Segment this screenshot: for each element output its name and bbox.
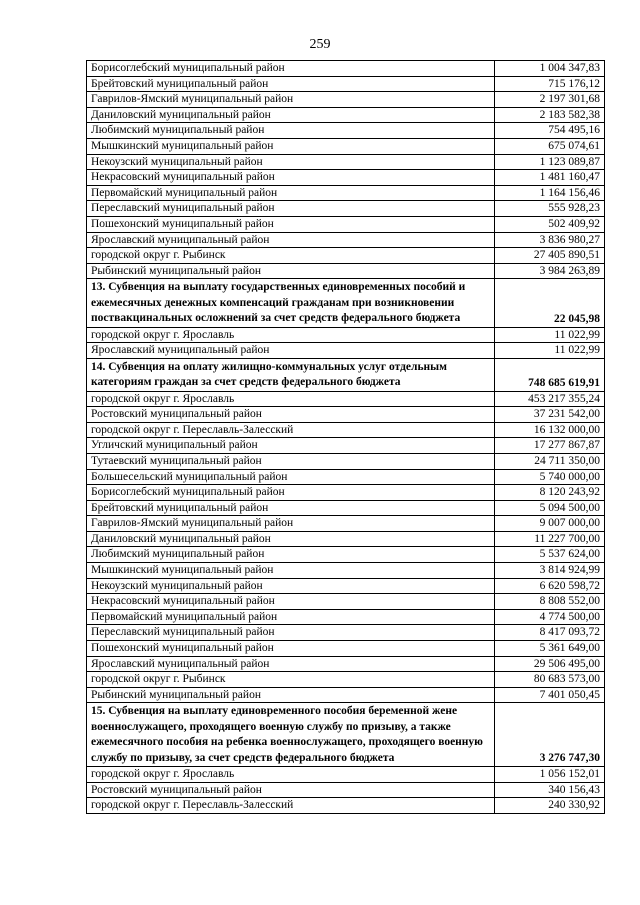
amount-value: 5 094 500,00 — [495, 500, 605, 516]
municipality-name: Некоузский муниципальный район — [87, 578, 495, 594]
table-row — [87, 516, 605, 532]
section-total-amount: 748 685 619,91 — [495, 358, 605, 391]
municipality-name: Борисоглебский муниципальный район — [87, 485, 495, 501]
municipality-name: Тутаевский муниципальный район — [87, 453, 495, 469]
table-row — [87, 327, 605, 343]
table-row — [87, 531, 605, 547]
section-title: 13. Субвенция на выплату государственных единовременных пособий и ежемесячных денежных компенсаций гражданам при возникновении поствакцинальных осложнений за счет средств федерального бюджета — [87, 279, 495, 327]
table-row — [87, 92, 605, 108]
amount-value: 37 231 542,00 — [495, 407, 605, 423]
section-total-amount: 22 045,98 — [495, 279, 605, 327]
section-title: 15. Субвенция на выплату единовременного пособия беременной жене военнослужащего, проходящего военную службу по призыву, а также ежемесячного пособия на ребенка военнослужащего, проходящего военную службу по призыву, за счет средств федерального бюджета — [87, 703, 495, 767]
municipality-name: Ярославский муниципальный район — [87, 232, 495, 248]
municipality-name: Гаврилов-Ямский муниципальный район — [87, 92, 495, 108]
table-row — [87, 185, 605, 201]
municipality-name: Даниловский муниципальный район — [87, 531, 495, 547]
amount-value: 1 056 152,01 — [495, 767, 605, 783]
amount-value: 8 808 552,00 — [495, 594, 605, 610]
table-row — [87, 263, 605, 279]
table-row — [87, 138, 605, 154]
table-row — [87, 391, 605, 407]
municipality-name: Ярославский муниципальный район — [87, 343, 495, 359]
table-row — [87, 154, 605, 170]
table-row — [87, 609, 605, 625]
table-row — [87, 170, 605, 186]
amount-value: 80 683 573,00 — [495, 672, 605, 688]
municipality-name: Борисоглебский муниципальный район — [87, 61, 495, 77]
table-row — [87, 563, 605, 579]
section-title: 14. Субвенция на оплату жилищно-коммунальных услуг отдельным категориям граждан за счет средств федерального бюджета — [87, 358, 495, 391]
amount-value: 4 774 500,00 — [495, 609, 605, 625]
municipality-name: городской округ г. Ярославль — [87, 767, 495, 783]
table-row — [87, 656, 605, 672]
municipality-name: Первомайский муниципальный район — [87, 185, 495, 201]
municipality-name: Любимский муниципальный район — [87, 547, 495, 563]
amount-value: 17 277 867,87 — [495, 438, 605, 454]
amount-value: 340 156,43 — [495, 782, 605, 798]
table-row — [87, 641, 605, 657]
amount-value: 7 401 050,45 — [495, 687, 605, 703]
table-row — [87, 594, 605, 610]
table-row — [87, 469, 605, 485]
page-number: 259 — [309, 37, 331, 52]
table-row — [87, 782, 605, 798]
table-row — [87, 422, 605, 438]
amount-value: 1 004 347,83 — [495, 61, 605, 77]
municipality-name: Угличский муниципальный район — [87, 438, 495, 454]
municipality-name: Гаврилов-Ямский муниципальный район — [87, 516, 495, 532]
amount-value: 240 330,92 — [495, 798, 605, 814]
table-row — [87, 578, 605, 594]
table-row — [87, 687, 605, 703]
amount-value: 5 537 624,00 — [495, 547, 605, 563]
section-header-row — [87, 703, 605, 767]
municipality-name: Брейтовский муниципальный район — [87, 500, 495, 516]
municipality-name: Рыбинский муниципальный район — [87, 263, 495, 279]
subvention-table — [86, 60, 605, 814]
amount-value: 675 074,61 — [495, 138, 605, 154]
municipality-name: Ярославский муниципальный район — [87, 656, 495, 672]
amount-value: 3 984 263,89 — [495, 263, 605, 279]
amount-value: 502 409,92 — [495, 216, 605, 232]
amount-value: 24 711 350,00 — [495, 453, 605, 469]
table-row — [87, 438, 605, 454]
municipality-name: Мышкинский муниципальный район — [87, 138, 495, 154]
municipality-name: городской округ г. Переславль-Залесский — [87, 422, 495, 438]
amount-value: 11 022,99 — [495, 327, 605, 343]
municipality-name: городской округ г. Ярославль — [87, 327, 495, 343]
municipality-name: Первомайский муниципальный район — [87, 609, 495, 625]
municipality-name: Большесельский муниципальный район — [87, 469, 495, 485]
table-row — [87, 123, 605, 139]
table-row — [87, 407, 605, 423]
amount-value: 1 164 156,46 — [495, 185, 605, 201]
amount-value: 715 176,12 — [495, 76, 605, 92]
municipality-name: городской округ г. Ярославль — [87, 391, 495, 407]
table-row — [87, 500, 605, 516]
table-body — [87, 61, 605, 814]
table-row — [87, 343, 605, 359]
amount-value: 27 405 890,51 — [495, 248, 605, 264]
municipality-name: Ростовский муниципальный район — [87, 407, 495, 423]
amount-value: 8 120 243,92 — [495, 485, 605, 501]
amount-value: 555 928,23 — [495, 201, 605, 217]
municipality-name: Переславский муниципальный район — [87, 625, 495, 641]
table-row — [87, 625, 605, 641]
table-row — [87, 798, 605, 814]
municipality-name: Любимский муниципальный район — [87, 123, 495, 139]
table-row — [87, 672, 605, 688]
municipality-name: Некоузский муниципальный район — [87, 154, 495, 170]
municipality-name: Ростовский муниципальный район — [87, 782, 495, 798]
section-header-row — [87, 279, 605, 327]
table-row — [87, 547, 605, 563]
table-row — [87, 453, 605, 469]
amount-value: 754 495,16 — [495, 123, 605, 139]
municipality-name: Рыбинский муниципальный район — [87, 687, 495, 703]
amount-value: 9 007 000,00 — [495, 516, 605, 532]
section-total-amount: 3 276 747,30 — [495, 703, 605, 767]
amount-value: 453 217 355,24 — [495, 391, 605, 407]
amount-value: 3 814 924,99 — [495, 563, 605, 579]
table-row — [87, 216, 605, 232]
section-header-row — [87, 358, 605, 391]
table-row — [87, 232, 605, 248]
amount-value: 5 740 000,00 — [495, 469, 605, 485]
amount-value: 29 506 495,00 — [495, 656, 605, 672]
amount-value: 16 132 000,00 — [495, 422, 605, 438]
municipality-name: городской округ г. Переславль-Залесский — [87, 798, 495, 814]
amount-value: 1 481 160,47 — [495, 170, 605, 186]
amount-value: 6 620 598,72 — [495, 578, 605, 594]
table-row — [87, 61, 605, 77]
municipality-name: городской округ г. Рыбинск — [87, 248, 495, 264]
amount-value: 8 417 093,72 — [495, 625, 605, 641]
municipality-name: городской округ г. Рыбинск — [87, 672, 495, 688]
amount-value: 1 123 089,87 — [495, 154, 605, 170]
municipality-name: Пошехонский муниципальный район — [87, 216, 495, 232]
table-row — [87, 485, 605, 501]
amount-value: 3 836 980,27 — [495, 232, 605, 248]
table-row — [87, 248, 605, 264]
amount-value: 5 361 649,00 — [495, 641, 605, 657]
table-row — [87, 107, 605, 123]
table-row — [87, 201, 605, 217]
table-row — [87, 76, 605, 92]
amount-value: 11 227 700,00 — [495, 531, 605, 547]
table-row — [87, 767, 605, 783]
municipality-name: Пошехонский муниципальный район — [87, 641, 495, 657]
municipality-name: Мышкинский муниципальный район — [87, 563, 495, 579]
amount-value: 11 022,99 — [495, 343, 605, 359]
municipality-name: Брейтовский муниципальный район — [87, 76, 495, 92]
municipality-name: Некрасовский муниципальный район — [87, 594, 495, 610]
municipality-name: Даниловский муниципальный район — [87, 107, 495, 123]
amount-value: 2 183 582,38 — [495, 107, 605, 123]
amount-value: 2 197 301,68 — [495, 92, 605, 108]
municipality-name: Переславский муниципальный район — [87, 201, 495, 217]
municipality-name: Некрасовский муниципальный район — [87, 170, 495, 186]
